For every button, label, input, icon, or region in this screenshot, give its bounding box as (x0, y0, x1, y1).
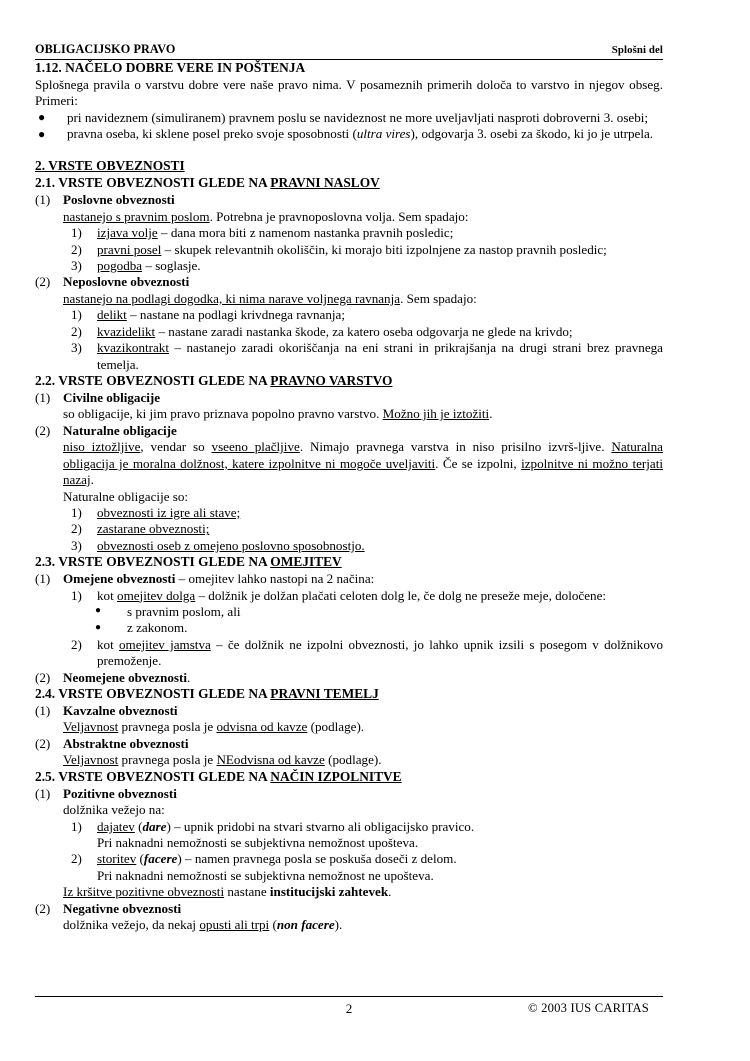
sub-list-term: kvazikontrakt (97, 340, 169, 356)
paragraph-item (35, 571, 663, 588)
heading-2-3: 2.3. VRSTE OBVEZNOSTI GLEDE NA OMEJITEV (35, 554, 342, 570)
page-number: 2 (345, 1001, 353, 1016)
running-head-right: Splošni del (611, 44, 663, 56)
paragraph-lead: Abstraktne obveznosti (63, 735, 189, 751)
sub-list-text: – nastane zaradi nastanka škode, za katero oseba odgovarja ne glede na krivdo; (155, 323, 573, 339)
sub-list-text: – nastane na podlagi krivdnega ravnanja; (126, 307, 345, 323)
sub-list-term: pravni posel (97, 241, 162, 257)
sub-list-marker: 3) (71, 537, 82, 553)
sub-list-term: storitev (97, 851, 137, 867)
nested-list-item (35, 604, 663, 620)
paragraph-marker: (1) (35, 571, 51, 587)
sub-list-marker: 1) (71, 225, 82, 241)
list-item (35, 126, 663, 142)
sub-list-marker: 2) (71, 636, 82, 652)
paragraph-body: nastanejo na podlagi dogodka, ki nima narave voljnega ravnanja. Sem spadajo: (63, 290, 477, 306)
sub-list-marker: 1) (71, 818, 82, 834)
sub-list-text: obveznosti oseb z omejeno poslovno sposobnostjo. (97, 537, 365, 553)
sub-list-marker: 1) (71, 587, 82, 603)
paragraph-lead: Poslovne obveznosti (63, 192, 175, 208)
paragraph-body: so obligacije, ki jim pravo priznava popolno pravno varstvo. Možno jih je iztožiti. (63, 406, 493, 422)
list-item-text: pravna oseba, ki sklene posel preko svoje sposobnosti (ultra vires), odgovarja 3. osebi za škodo, ki jo je utrpela. (67, 126, 654, 141)
page-footer (35, 996, 663, 1023)
heading-2-4: 2.4. VRSTE OBVEZNOSTI GLEDE NA PRAVNI TEMELJ (35, 686, 379, 702)
bullet-icon: ● (95, 621, 102, 633)
sub-list-term: dajatev (97, 818, 135, 834)
bullet-icon: ● (38, 126, 46, 141)
paragraph-item (35, 670, 663, 687)
paragraph-lead: Neposlovne obveznosti (63, 274, 190, 290)
paragraph-item (35, 703, 663, 720)
paragraph-lead: Kavzalne obveznosti (63, 702, 178, 718)
paragraph-text: – omejitev lahko nastopi na 2 načina: (175, 571, 375, 587)
bullet-icon: ● (95, 605, 102, 617)
paragraph-lead: Pozitivne obveznosti (63, 785, 177, 801)
paragraph-item (35, 901, 663, 918)
list-item (35, 110, 663, 126)
heading-2-2: 2.2. VRSTE OBVEZNOSTI GLEDE NA PRAVNO VARSTVO (35, 372, 393, 388)
sub-list-marker: 1) (71, 307, 82, 323)
paragraph-lead: Civilne obligacije (63, 389, 161, 405)
sub-list-text: – skupek relevantnih okoliščin, ki morajo biti izpolnjene za nastop pravnih posledic; (161, 241, 607, 257)
paragraph-marker: (1) (35, 702, 51, 718)
sub-list-marker: 3) (71, 258, 82, 274)
paragraph-lead: Omejene obveznosti (63, 571, 176, 587)
sub-list-item (35, 538, 663, 554)
sub-list-item (35, 307, 663, 323)
paragraph-lead: Negativne obveznosti (63, 900, 182, 916)
sub-list-item (35, 258, 663, 274)
sub-list-item: 1) dajatev (dare) – upnik pridobi na stvari stvarno ali obligacijsko pravico. Pri naknadni nemožnosti se subjektivna nemožnost upošteva. (35, 819, 663, 852)
sub-list-text: – soglasje. (142, 258, 201, 274)
sub-list-marker: 2) (71, 241, 82, 257)
sub-list-text: – če dolžnik ne izpolni obveznosti, jo lahko upnik izsili s posegom v dolžnikovo premoženje. (97, 636, 663, 669)
paragraph-body: dolžnika vežejo, da nekaj opusti ali trpi (non facere). (63, 917, 343, 933)
paragraph-marker: (2) (35, 422, 51, 438)
list-item-text: pri navideznem (simuliranem) pravnem poslu se navideznost ne more uveljavljati nasproti dobroverni 3. osebi; (67, 109, 649, 125)
running-head (35, 42, 663, 59)
paragraph-body: Naturalne obligacije so: (63, 488, 189, 504)
page-content (35, 42, 663, 934)
bullet-icon: ● (38, 110, 46, 125)
sub-list-text: – nastanejo zaradi okoriščanja na eni strani in prikrajšanja na drugi strani brez pravnega temelja. (97, 340, 663, 372)
paragraph-item (35, 786, 663, 803)
sub-list-term: izjava volje (97, 225, 158, 241)
sub-list-item (35, 521, 663, 537)
sub-list-item (35, 225, 663, 241)
sub-list-marker: 1) (71, 504, 82, 520)
paragraph-marker: (2) (35, 735, 51, 751)
heading-2-1: 2.1. VRSTE OBVEZNOSTI GLEDE NA PRAVNI NASLOV (35, 175, 380, 191)
paragraph-1-12-intro: Splošnega pravila o varstvu dobre vere naše pravo nima. V posameznih primerih določa to varstvo in njegov obseg. Primeri: (35, 76, 663, 109)
paragraph-lead: Neomejene obveznosti (63, 669, 187, 685)
sub-list-item (35, 242, 663, 258)
paragraph-item (35, 423, 663, 440)
sub-list-item: 2) kot omejitev jamstva – če dolžnik ne izpolni obveznosti, jo lahko upnik izsili s posegom v dolžnikovo premoženje. (71, 636, 663, 669)
sub-list-continuation: Pri naknadni nemožnosti se subjektivna nemožnost ne upošteva. (97, 867, 434, 883)
paragraph-lead: Naturalne obligacije (63, 422, 177, 438)
paragraph-body: Iz kršitve pozitivne obveznosti nastane institucijski zahtevek. (63, 884, 392, 900)
sub-list-text: ) – namen pravnega posla se poskuša doseči z delom. (177, 851, 457, 867)
sub-list-marker: 2) (71, 521, 82, 537)
sub-list-text: – dana mora biti z namenom nastanka pravnih posledic; (157, 225, 454, 241)
sub-list-term: omejitev dolga (117, 587, 196, 603)
paragraph-marker: (1) (35, 192, 51, 208)
sub-list-marker: 2) (71, 323, 82, 339)
nested-list-item (35, 620, 663, 636)
sub-list-text: zastarane obveznosti; (97, 521, 210, 537)
paragraph-item (35, 192, 663, 209)
paragraph-item (35, 736, 663, 753)
paragraph-marker: (1) (35, 389, 51, 405)
latin-term: facere (143, 851, 178, 867)
sub-list-item: 1) kot omejitev dolga – dolžnik je dolžan plačati celoten dolg le, če dolg ne preseže meje, določene: (71, 587, 607, 603)
heading-2: 2. VRSTE OBVEZNOSTI (35, 158, 185, 174)
sub-list-item (35, 340, 663, 373)
sub-list-item (35, 505, 663, 521)
footer-row (35, 997, 663, 1023)
paragraph-body: Veljavnost pravnega posla je odvisna od kavze (podlage). (63, 719, 365, 735)
latin-term: non facere (276, 917, 335, 933)
sub-list-item: 2) storitev (facere) – namen pravnega posla se poskuša doseči z delom. Pri naknadni nemožnosti se subjektivna nemožnost ne upošteva. (35, 851, 663, 884)
sub-list-marker: 3) (71, 340, 82, 356)
paragraph-item (35, 390, 663, 407)
paragraph-body: niso iztožljive, vendar so vseeno plačljive. Nimajo pravnega varstva in niso prisilno izvrš-ljive. Naturalna obligacija je moralna dolžnost, katere izpolnitve ni mogoče uveljaviti. Če se izpolni, izpolnitve ni možno terjati nazaj. (63, 439, 663, 488)
sub-list-item (35, 324, 663, 340)
sub-list-marker: 2) (71, 851, 82, 867)
heading-2-5: 2.5. VRSTE OBVEZNOSTI GLEDE NA NAČIN IZPOLNITVE (35, 768, 402, 784)
paragraph-marker: (2) (35, 900, 51, 916)
latin-term: dare (142, 818, 167, 834)
paragraph-body: dolžnika vežejo na: (63, 802, 165, 818)
heading-2-wrap (35, 157, 663, 175)
paragraph-item (35, 274, 663, 291)
sub-list-text: ) – upnik pridobi na stvari stvarno ali obligacijsko pravico. (166, 818, 475, 834)
sub-list-text: – dolžnik je dolžan plačati celoten dolg le, če dolg ne preseže meje, določene: (195, 587, 607, 603)
sub-list-continuation: Pri naknadni nemožnosti se subjektivna nemožnost upošteva. (97, 835, 419, 850)
running-head-left: OBLIGACIJSKO PRAVO (35, 42, 176, 56)
paragraph-text: . (187, 669, 191, 685)
heading-1-12: 1.12. NAČELO DOBRE VERE IN POŠTENJA (35, 60, 306, 75)
sub-list-term: pogodba (97, 258, 143, 274)
paragraph-marker: (2) (35, 274, 51, 290)
nested-list-text: z zakonom. (127, 620, 188, 636)
paragraph-marker: (2) (35, 669, 51, 685)
nested-list-text: s pravnim poslom, ali (127, 603, 241, 619)
paragraph-body: Veljavnost pravnega posla je NEodvisna od kavze (podlage). (63, 752, 382, 768)
sub-list-text: obveznosti iz igre ali stave; (97, 504, 241, 520)
paragraph-marker: (1) (35, 785, 51, 801)
paragraph-body: nastanejo s pravnim poslom. Potrebna je pravnoposlovna volja. Sem spadajo: (63, 208, 469, 224)
section-spacer (35, 142, 663, 157)
sub-list-term: omejitev jamstva (119, 636, 211, 652)
sub-list-term: kvazidelikt (97, 323, 156, 339)
copyright-notice: © 2003 IUS CARITAS (528, 1001, 649, 1015)
sub-list-term: delikt (97, 307, 127, 323)
